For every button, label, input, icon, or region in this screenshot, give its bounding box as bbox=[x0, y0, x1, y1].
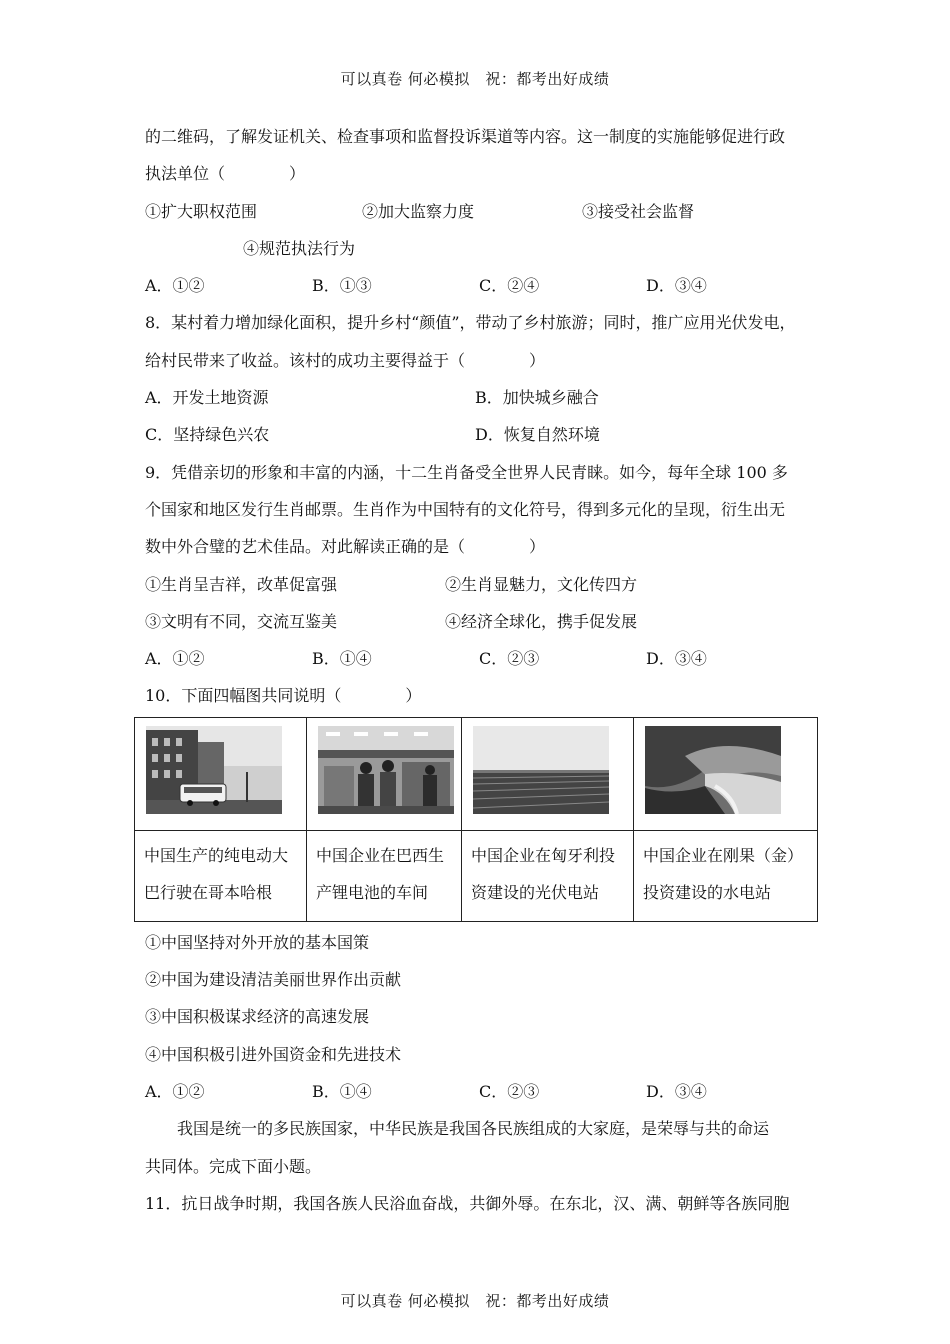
q10-option-d: D．③④ bbox=[646, 1081, 707, 1101]
q9-option-b: B．①④ bbox=[312, 649, 372, 669]
q7-stem-line-2: 执法单位（ ） bbox=[145, 164, 306, 184]
q10-image-cell-1 bbox=[135, 717, 307, 830]
q10-caption-4-line-1: 中国企业在刚果（金） bbox=[643, 845, 804, 865]
q8-stem-line-1: 8．某村着力增加绿化面积，提升乡村“颜值”，带动了乡村旅游；同时，推广应用光伏发电， bbox=[145, 313, 796, 333]
q9-option-d: D．③④ bbox=[646, 649, 707, 669]
q11-stem-line-1: 11．抗日战争时期，我国各族人民浴血奋战，共御外辱。在东北，汉、满、朝鲜等各族同胞 bbox=[145, 1193, 790, 1213]
q10-caption-2-line-1: 中国企业在巴西生 bbox=[316, 845, 445, 865]
page-footer: 可以真卷 何必模拟 祝：都考出好成绩 bbox=[340, 1292, 610, 1310]
photo-solar-power-station-hungary bbox=[473, 726, 609, 814]
q10-caption-4-line-2: 投资建设的水电站 bbox=[643, 882, 772, 902]
q8-options-row-1 bbox=[145, 379, 815, 416]
page-header: 可以真卷 何必模拟 祝：都考出好成绩 bbox=[340, 70, 610, 88]
q7-option-a: A．①② bbox=[145, 276, 205, 296]
q7-stem-line-1: 的二维码，了解发证机关、检查事项和监督投诉渠道等内容。这一制度的实施能够促进行政 bbox=[145, 127, 786, 146]
q10-caption-3 bbox=[462, 830, 634, 921]
q9-statement-2: ②生肖显魅力，文化传四方 bbox=[445, 574, 638, 594]
q7-option-b: B．①③ bbox=[312, 276, 372, 296]
q7-options bbox=[145, 267, 815, 304]
q10-statement-1: ①中国坚持对外开放的基本国策 bbox=[145, 932, 370, 952]
q9-stem-line-2: 个国家和地区发行生肖邮票。生肖作为中国特有的文化符号，得到多元化的呈现，衍生出无 bbox=[145, 499, 786, 519]
q10-option-b: B．①④ bbox=[312, 1081, 372, 1101]
q8-options-row-2 bbox=[145, 416, 815, 453]
q9-statement-3: ③文明有不同，交流互鉴美 bbox=[145, 611, 338, 631]
q10-stem: 10．下面四幅图共同说明（ ） bbox=[145, 686, 422, 706]
passage-line-1: 我国是统一的多民族国家，中华民族是我国各民族组成的大家庭，是荣辱与共的命运 bbox=[177, 1119, 770, 1139]
q7-option-c: C．②④ bbox=[479, 276, 540, 296]
q10-image-cell-4 bbox=[634, 717, 818, 830]
q10-options bbox=[145, 1073, 815, 1110]
q8-option-c: C．坚持绿色兴农 bbox=[145, 425, 270, 445]
q10-option-a: A．①② bbox=[145, 1081, 205, 1101]
q7-option-d: D．③④ bbox=[646, 276, 707, 296]
passage-line-2: 共同体。完成下面小题。 bbox=[145, 1156, 322, 1176]
q10-caption-2 bbox=[307, 830, 462, 921]
q9-statement-1: ①生肖呈吉祥，改革促富强 bbox=[145, 574, 338, 594]
q10-caption-1-line-2: 巴行驶在哥本哈根 bbox=[144, 882, 273, 902]
photo-hydropower-station-congo bbox=[645, 726, 781, 814]
photo-electric-bus-copenhagen bbox=[146, 726, 282, 814]
q9-stem-line-1: 9．凭借亲切的形象和丰富的内涵，十二生肖备受全世界人民青睐。如今，每年全球 100 多 bbox=[145, 462, 788, 482]
q9-option-c: C．②③ bbox=[479, 649, 540, 669]
q8-option-d: D．恢复自然环境 bbox=[475, 425, 600, 445]
q10-caption-3-line-1: 中国企业在匈牙利投 bbox=[471, 845, 616, 865]
q10-image-cell-2 bbox=[307, 717, 462, 830]
photo-lithium-battery-workshop bbox=[318, 726, 454, 814]
q9-statement-4: ④经济全球化，携手促发展 bbox=[445, 611, 638, 631]
q7-statement-1: ①扩大职权范围 bbox=[145, 201, 258, 221]
q7-statement-4: ④规范执法行为 bbox=[243, 238, 356, 258]
q10-caption-1-line-1: 中国生产的纯电动大 bbox=[144, 845, 289, 865]
q10-statement-4: ④中国积极引进外国资金和先进技术 bbox=[145, 1044, 402, 1064]
q9-options bbox=[145, 640, 815, 677]
q10-statement-3: ③中国积极谋求经济的高速发展 bbox=[145, 1007, 370, 1027]
q9-stem-line-3: 数中外合璧的艺术佳品。对此解读正确的是（ ） bbox=[145, 537, 546, 557]
q10-caption-1 bbox=[135, 830, 307, 921]
q10-option-c: C．②③ bbox=[479, 1081, 540, 1101]
q10-image-cell-3 bbox=[462, 717, 634, 830]
q7-statements-row-1 bbox=[145, 193, 815, 230]
q9-statements-row-1 bbox=[145, 566, 815, 603]
q10-statement-2: ②中国为建设清洁美丽世界作出贡献 bbox=[145, 970, 402, 990]
page-content bbox=[145, 118, 815, 1222]
q7-statement-3: ③接受社会监督 bbox=[582, 201, 695, 221]
q10-image-table bbox=[134, 717, 818, 922]
q8-option-a: A．开发土地资源 bbox=[145, 388, 269, 408]
q9-statements-row-2 bbox=[145, 603, 815, 640]
q10-caption-2-line-2: 产锂电池的车间 bbox=[316, 882, 429, 902]
q10-caption-4 bbox=[634, 830, 818, 921]
q8-option-b: B．加快城乡融合 bbox=[475, 388, 599, 408]
q7-statement-2: ②加大监察力度 bbox=[362, 201, 475, 221]
q9-option-a: A．①② bbox=[145, 649, 205, 669]
q8-stem-line-2: 给村民带来了收益。该村的成功主要得益于（ ） bbox=[145, 350, 546, 370]
q10-caption-3-line-2: 资建设的光伏电站 bbox=[471, 882, 600, 902]
